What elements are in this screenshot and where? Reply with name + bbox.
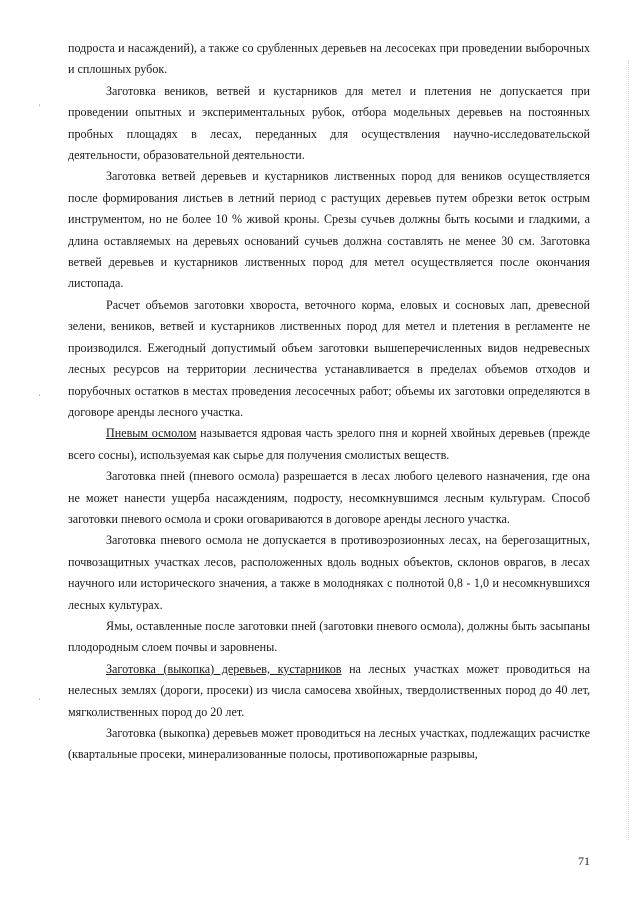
paragraph-text: Ямы, оставленные после заготовки пней (заготовки пневого осмола), должны быть засыпаны плодородным слоем почвы и заровнены. — [68, 618, 590, 655]
paragraph-text: Заготовка пневого осмола не допускается в противоэрозионных лесах, на берегозащитных, почвозащитных участках лесов, расположенных вдоль водных объектов, склонов оврагов, в лесах научного или исторического значения, а также в молодняках с полнотой 0,8 - 1,0 и несомкнувшихся лесных культурах. — [68, 533, 590, 612]
underlined-term: Заготовка (выкопка) деревьев, кустарников — [106, 661, 342, 676]
scan-mark: ˌ — [38, 96, 41, 106]
paragraph — [68, 466, 590, 530]
paragraph — [68, 723, 590, 766]
paragraph — [68, 81, 590, 167]
paragraph-text: Заготовка пней (пневого осмола) разрешается в лесах любого целевого назначения, где она не может нанести ущерба насаждениям, подросту, несомкнувшимся лесным культурам. Способ заготовки пневого осмола и сроки оговариваются в договоре аренды лесного участка. — [68, 469, 590, 526]
page-number: 71 — [578, 854, 590, 868]
scan-edge-line — [628, 60, 630, 840]
paragraph — [68, 423, 590, 466]
paragraph-text: на лесных участках может проводиться на нелесных землях (дороги, просеки) из числа самосева хвойных, твердолиственных пород до 40 лет, мягколиственных пород до 20 лет. — [68, 661, 590, 719]
paragraph-text: Заготовка веников, ветвей и кустарников для метел и плетения не допускается при проведении опытных и экспериментальных рубок, отбора модельных деревьев на постоянных пробных площадях в лесах, переданных для осуществления научно-исследовательской деятельности, образовательной деятельности. — [68, 83, 590, 163]
paragraph — [68, 166, 590, 294]
paragraph — [68, 659, 590, 723]
scan-mark: ˌ — [38, 690, 41, 700]
underlined-term: Пневым осмолом — [106, 426, 197, 441]
paragraph — [68, 530, 590, 616]
paragraph — [68, 616, 590, 659]
paragraph-text: называется ядровая часть зрелого пня и корней хвойных деревьев (прежде всего сосны), используемая как сырье для получения смолистых веществ. — [68, 426, 590, 462]
paragraph-text: подроста и насаждений), а также со срубленных деревьев на лесосеках при проведении выборочных и сплошных рубок. — [68, 41, 590, 77]
paragraph — [68, 295, 590, 423]
scan-mark: ˌ — [38, 386, 41, 396]
paragraph — [68, 38, 590, 81]
paragraph-text: Расчет объемов заготовки хвороста, веточного корма, еловых и сосновых лап, древесной зелени, веников, ветвей и кустарников лиственных пород для метел и плетения в регламенте не производился. Ежегодный допустимый объем заготовки вышеперечисленных видов недревесных лесных ресурсов на территории лесничества устанавливается в пределах объемов отходов и порубочных остатков в местах проведения лесосечных работ; объемы их заготовки определяются в договоре аренды лесного участка. — [68, 297, 590, 419]
paragraph-text: Заготовка ветвей деревьев и кустарников лиственных пород для веников осуществляется после формирования листьев в летний период с растущих деревьев путем обрезки веток острым инструментом, но не более 10 % живой кроны. Срезы сучьев должны быть косыми и гладкими, а длина оставляемых на деревьях оснований сучьев должна составлять не менее 30 см. Заготовка ветвей деревьев и кустарников лиственных пород для метел осуществляется после окончания листопада. — [68, 169, 590, 291]
document-body — [68, 38, 590, 766]
paragraph-text: Заготовка (выкопка) деревьев может проводиться на лесных участках, подлежащих расчистке (квартальные просеки, минерализованные полосы, противопожарные разрывы, — [68, 726, 590, 762]
